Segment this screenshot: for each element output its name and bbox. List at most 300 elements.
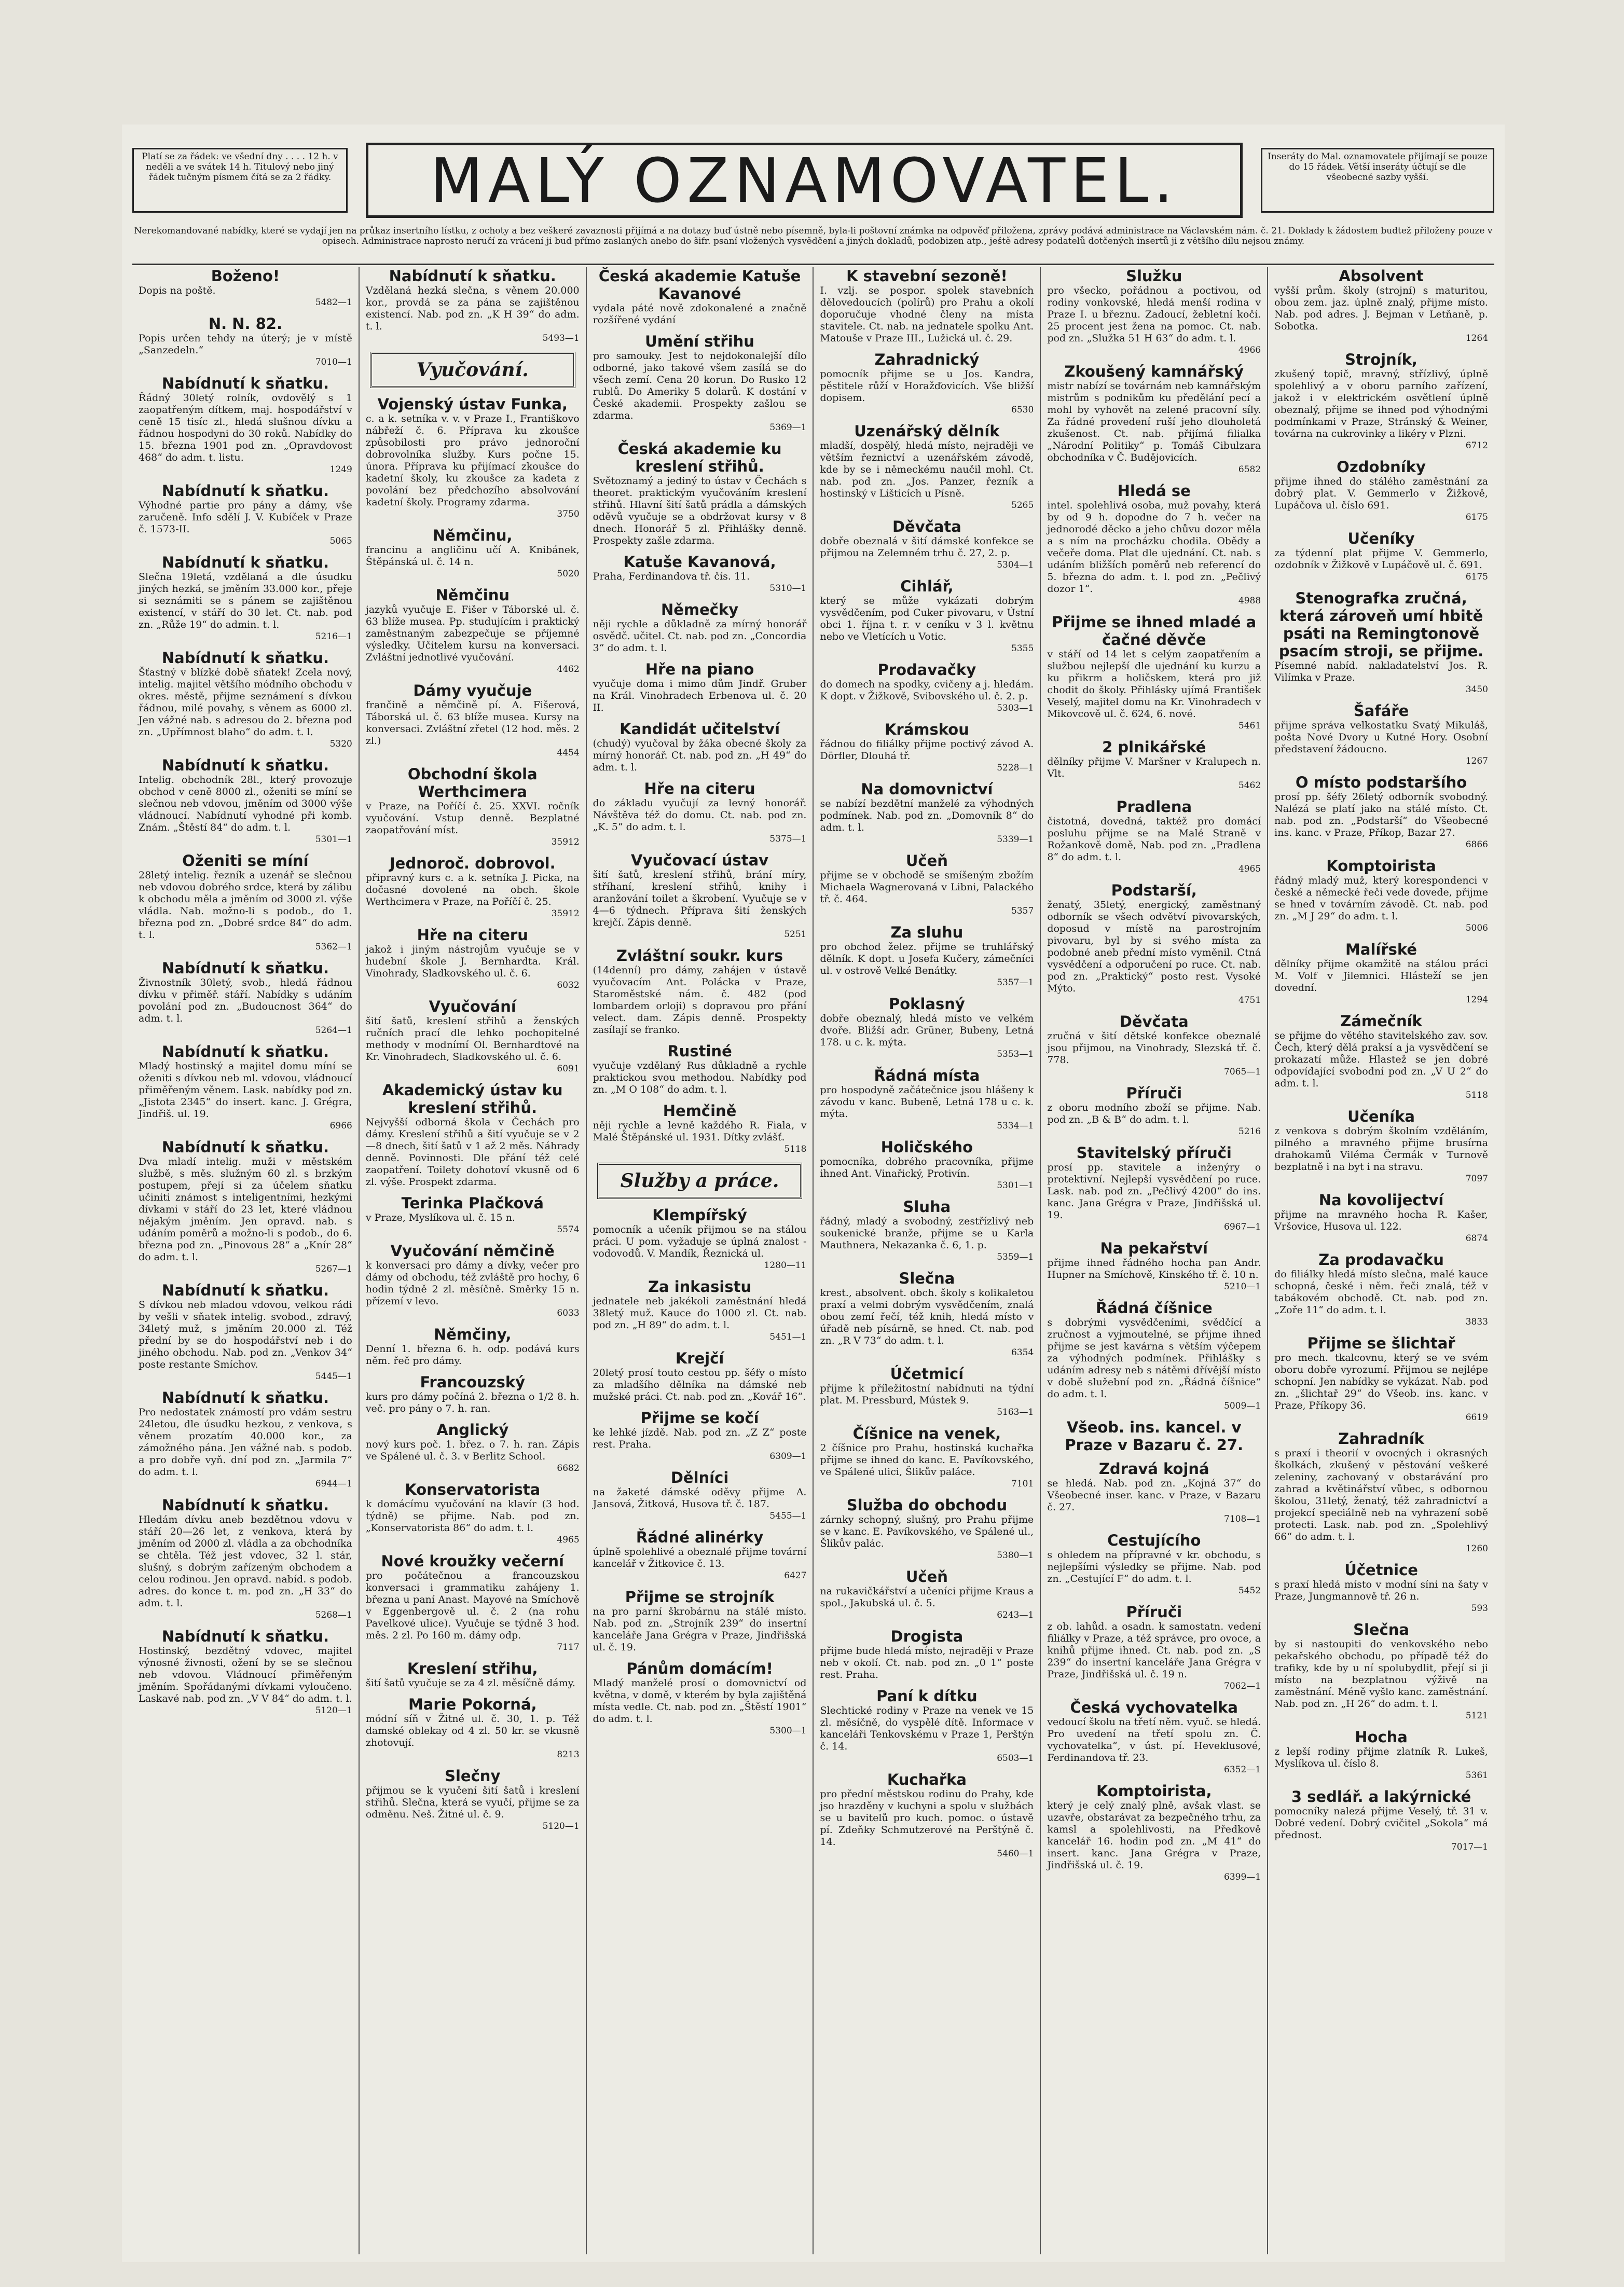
- ad-title: Konservatorista: [405, 1481, 541, 1498]
- classified-ad: [820, 1365, 1034, 1418]
- ad-reference-number: 5482—1: [315, 297, 352, 308]
- ad-title: Drogista: [890, 1628, 964, 1645]
- ad-title: Kreslení střihu,: [407, 1660, 538, 1677]
- ad-text: francinu a angličinu učí A. Knibánek, Štěpánská ul. č. 14 n.: [365, 544, 580, 568]
- classified-ad: [593, 780, 807, 845]
- classified-ad: [139, 1282, 352, 1383]
- classified-ad: [820, 518, 1034, 571]
- ad-reference-number: 5339—1: [997, 834, 1034, 845]
- ad-title: Hře na citeru: [417, 926, 528, 944]
- classified-ad: [820, 1628, 1034, 1681]
- ad-text: který je celý znalý plně, avšak vlast. se uzavře, obstarávat za bezpečného trhu, za kamsl a spolehlivosti, na Předkově kancelář 16. hodin pod zn. „M 41“ do insert. kanc. Jana Grégra v Praze, Jindřišská ul. č. 19.: [1047, 1800, 1261, 1871]
- classified-ad: [820, 577, 1034, 655]
- ad-reference-number: 5267—1: [315, 1264, 352, 1274]
- price-box: Platí se za řádek: ve všední dny . . . . 12 h. v neděli a ve svátek 14 h. Titulový nebo jiný řádek tučným písmem čítá se za 2 řádky.: [132, 148, 348, 213]
- ad-reference-number: 7097: [1465, 1174, 1488, 1184]
- ad-text: Popis určen tehdy na úterý; je v místě „Sanzedeln.“: [139, 333, 352, 356]
- ad-reference-number: 3833: [1465, 1317, 1488, 1327]
- classified-ad: [593, 1349, 807, 1403]
- ad-text: šití šatů vyučuje se za 4 zl. měsíčně dámy.: [365, 1677, 575, 1689]
- ad-text: řádný, mladý a svobodný, zestřízlivý neb soukenické branže, přijme se u Karla Mauthnera, Nekazanka č. 6, 1. p.: [820, 1216, 1034, 1251]
- ad-text: z ob. lahůd. a osadn. k samostatn. vedení filiálky v Praze, a též správce, pro ovoce, a knihů přijme ihned. Ct. nab. pod zn. „S 239“ do insertní kanceláře Jana Grégra v Praze, Jindřišská ul. č. 19 n.: [1047, 1621, 1261, 1680]
- ad-text: ženatý, 35letý, energický, zaměstnaný odborník se všech odvětví pivovarských, doposud v místě na parostrojním pivovaru, byl by si svého místa za podobné aneb přední místo vyměnil. Ctná vysvědčení a odporučení po ruce. Ct. nab. pod zn. „Praktický“ posto rest. Vysoké Mýto.: [1047, 899, 1261, 994]
- ad-text: za týdenní plat přijme V. Gemmerlo, ozdobník v Žižkově v Lupáčově ul. č. 691.: [1274, 547, 1488, 571]
- ad-title: Číšnice na venek,: [852, 1425, 1001, 1442]
- ad-text: na žaketé dámské oděvy přijme A. Jansová, Žitková, Husova tř. č. 187.: [593, 1486, 807, 1510]
- ad-reference-number: 6399—1: [1224, 1872, 1261, 1882]
- ad-text: (chudý) vyučoval by žáka obecné školy za mírný honorář. Ct. nab. pod zn. „H 49“ do adm. t. l.: [593, 738, 807, 773]
- classified-ad: [1047, 613, 1261, 732]
- ad-reference-number: 6175: [1465, 572, 1488, 582]
- column-1: [132, 267, 360, 2254]
- ad-text: (14denní) pro dámy, zahájen v ústavě vyučovacím Ant. Polácka v Praze, Staroměstské nám. č. 482 (pod lombardem orloji) s dopravou pro přání velect. dam. Zápis denně. Prospekty zasílají se franko.: [593, 965, 807, 1036]
- ad-reference-number: 6091: [557, 1064, 580, 1074]
- ad-reference-number: 5493—1: [542, 333, 580, 343]
- ad-reference-number: 6354: [1011, 1347, 1034, 1358]
- ad-reference-number: 5362—1: [315, 942, 352, 952]
- ad-title: Zahradník: [1338, 1430, 1424, 1448]
- ad-reference-number: 5359—1: [997, 1252, 1034, 1262]
- classified-ad: [139, 1496, 352, 1621]
- ad-title: Komptoirista: [1326, 857, 1436, 875]
- ad-title: Slečna: [899, 1270, 955, 1287]
- ad-text: z oboru modního zboží se přijme. Nab. pod zn. „B & B“ do adm. t. l.: [1047, 1102, 1261, 1125]
- ad-text: k domácímu vyučování na klavír (3 hod. týdně) se přijme. Nab. pod zn. „Konservatorista 86“ do adm. t. l.: [365, 1498, 580, 1534]
- ad-text: Šťastný v blízké době sňatek! Zcela nový, intelig. majitel většího módního obchodu v okres. městě, přijme seznámení s dívkou řádnou, milé povahy, s věnem as 6000 zl. Jen vážné nab. s adresou do 2. března pod zn. „Upřímnost blaho“ do adm. t. l.: [139, 667, 352, 738]
- ad-reference-number: 5300—1: [769, 1726, 807, 1736]
- ad-title: Uzenářský dělník: [854, 422, 1000, 440]
- classified-ad: [820, 351, 1034, 416]
- ad-text: přijme správa velkostatku Svatý Mikuláš, pošta Nové Dvory u Kutné Hory. Osobní představení žádoucno.: [1274, 720, 1488, 755]
- ad-text: Mladý hostinský a majitel domu míní se oženiti s dívkou neb ml. vdovou, vládnoucí přiměřeným věnem. Lask. nabídky pod zn. „Jistota 2345“ do insert. kanc. J. Grégra, Jindřiš. ul. 19.: [139, 1060, 352, 1120]
- ad-text: c. a k. setníka v. v. v Praze I., Františkovo nábřeží č. 6. Příprava ku zkoušce způsobilosti pro právo jednoroční dobrovolníka služby. Kurs počne 15. února. Příprava ku přijímací zkoušce do kadetní školy, ku zkoušce za kadeta z povolání bez předchozího absolvování kadetní školy. Programy zdarma.: [365, 413, 580, 508]
- classified-ad: [820, 1687, 1034, 1765]
- ad-reference-number: 6966: [329, 1121, 352, 1131]
- classified-ad: [139, 315, 352, 368]
- ad-title: Stavitelský příruči: [1076, 1144, 1232, 1162]
- ad-text: se hledá. Nab. pod zn. „Kojná 37“ do Všeobecné inser. kanc. v Praze, v Bazaru č. 27.: [1047, 1478, 1261, 1513]
- ad-reference-number: 6175: [1465, 512, 1488, 522]
- classified-ad: [366, 765, 580, 848]
- ad-title: Němčiny,: [433, 1326, 512, 1343]
- title-box: [366, 143, 1243, 218]
- ad-reference-number: 6682: [557, 1463, 580, 1473]
- ad-reference-number: 5210—1: [1224, 1282, 1261, 1292]
- classified-ad: [366, 1421, 580, 1475]
- ad-title: Hře na citeru: [644, 780, 755, 797]
- ad-text: na pro parní škrobárnu na stálé místo. Nab. pod zn. „Strojník 239“ do insertní kanceláře Jana Grégra v Praze, Jindřišská ul. č. 19.: [593, 1606, 807, 1653]
- ad-text: s praxí i theorií v ovocných i okrasných školkách, zkušený v pěstování veškeré zeleniny, zachovaný v obstarávání pro zahrad a květinářství vůbec, s odbornou školou, 31letý, ženatý, též zahradnictví a projekcí speciálně neb na vyhrazení sobě protecti. Lask. nab. pod zn. „Spolehlivý 66“ do adm. t. l.: [1274, 1448, 1488, 1542]
- ad-reference-number: 5304—1: [997, 560, 1034, 570]
- ad-title: Nabídnutí k sňatku.: [161, 756, 329, 774]
- ad-text: Nejvyšší odborná škola v Čechách pro dámy. Kreslení střihů a šití vyučuje se v 2—8 dnech, šití šatů v 1 až 2 měs. Náhrady denně. Povinnosti. Dle přání též celé zaopatření. Toilety dohotoví vkusně od 6 zl. výše. Prospekt zdarma.: [365, 1117, 580, 1188]
- classified-ad: [820, 1067, 1034, 1132]
- classified-ad: [820, 780, 1034, 846]
- ad-reference-number: 3750: [557, 509, 580, 519]
- ad-text: dobře obeznalý, hledá místo ve velkém dvoře. Bližší adr. Grüner, Bubeny, Letná 178. u c. k. mýta.: [820, 1013, 1034, 1048]
- classified-ad: [1274, 458, 1488, 523]
- classified-ad: [1274, 351, 1488, 452]
- ad-title: Přijme se šlichtař: [1307, 1334, 1455, 1352]
- ad-text: v stáří od 14 let s celým zaopatřením a službou nejlepší dle ujednání ku kurzu a ku přikrm a holičskem, která pro již chodit do školy. Přihlásky ujímá František Veselý, majitel domu na Kr. Vinohradech v Mikovcově ul. č. 624, 6. nové.: [1047, 649, 1261, 720]
- inserate-box: Inseráty do Mal. oznamovatele přijímají se pouze do 15 řádek. Větší inseráty účtují se dle všeobecné sazby vyšší.: [1261, 148, 1494, 213]
- ad-reference-number: 5301—1: [315, 834, 352, 845]
- ad-title: Řádná číšnice: [1095, 1299, 1213, 1317]
- ad-title: Poklasný: [889, 995, 965, 1013]
- ad-reference-number: 5251: [784, 929, 807, 940]
- ad-reference-number: 5118: [784, 1144, 807, 1154]
- ad-reference-number: 5310—1: [769, 583, 807, 594]
- ad-title: Učeň: [905, 1568, 948, 1586]
- ad-title: Hře na piano: [645, 660, 754, 678]
- ad-title: Nabídnutí k sňatku.: [161, 1496, 329, 1514]
- newspaper-page: [122, 125, 1505, 2262]
- classified-ad: [1047, 738, 1261, 792]
- ad-reference-number: 5228—1: [997, 763, 1034, 773]
- ad-reference-number: 6874: [1465, 1233, 1488, 1244]
- ad-text: přijme ihned do stálého zaměstnání za dobrý plat. V. Gemmerlo v Žižkově, Lupáčova ul. číslo 691.: [1274, 476, 1488, 511]
- ad-text: pro obchod želez. přijme se truhlářský dělník. K dopt. u Josefa Kučery, zámečníci ul. v ostrově Velké Benátky.: [820, 941, 1034, 976]
- ad-text: přijme ihned řádného hocha pan Andr. Hupner na Smíchově, Kinského tř. č. 10 n.: [1047, 1257, 1261, 1280]
- classified-ad: [820, 661, 1034, 714]
- header-rule: [132, 264, 1494, 265]
- ad-title: Slečny: [445, 1767, 501, 1785]
- ad-reference-number: 5334—1: [997, 1121, 1034, 1131]
- ad-title: Vyučovací ústav: [631, 851, 769, 869]
- ad-reference-number: 1260: [1465, 1544, 1488, 1554]
- page-title: MALÝ OZNAMOVATEL.: [430, 144, 1179, 216]
- ad-reference-number: 6033: [557, 1308, 580, 1318]
- ad-title: Nabídnutí k sňatku.: [161, 375, 329, 392]
- ad-reference-number: 6712: [1465, 440, 1488, 451]
- ad-reference-number: 5121: [1465, 1711, 1488, 1721]
- ad-text: který se může vykázati dobrým vysvědčením, pod Cuker pivovaru, v Ústní obci 1. října t. r. v ceníku v 3 l. květnu nebo ve Vletících u Votic.: [820, 595, 1034, 642]
- classified-ad: [366, 1767, 580, 1833]
- ad-title: Děvčata: [892, 518, 961, 535]
- ad-text: do základu vyučují za levný honorář. Návštěva též do domu. Ct. nab. pod zn. „K. 5“ do adm. t. l.: [593, 797, 807, 833]
- ad-title: Nabídnutí k sňatku.: [161, 1043, 329, 1060]
- ad-text: přijme na mravného hocha R. Kašer, Vršovice, Husova ul. 122.: [1274, 1209, 1488, 1232]
- ad-text: ke lehké jízdě. Nab. pod zn. „Z Z“ poste rest. Praha.: [593, 1427, 807, 1450]
- ad-title: Nabídnutí k sňatku.: [161, 482, 329, 500]
- ad-text: v Praze, Myslíkova ul. č. 15 n.: [365, 1212, 515, 1223]
- ad-text: vyučuje vzdělaný Rus důkladně a rychle praktickou svou methodou. Nabídky pod zn. „M O 108“ do adm. t. l.: [593, 1060, 807, 1095]
- ad-title: Stenografka zručná, která zároveň umí hbitě psáti na Remingtonově psacím stroji, se přijme.: [1278, 589, 1484, 660]
- ad-reference-number: 4751: [1238, 995, 1261, 1005]
- column-4: [814, 267, 1041, 2254]
- ad-reference-number: 5357: [1011, 906, 1034, 916]
- classified-ad: [593, 1206, 807, 1272]
- classified-ad: [139, 852, 352, 953]
- ad-reference-number: 5163—1: [997, 1407, 1034, 1417]
- ad-title: Šafáře: [1353, 702, 1409, 720]
- classified-ad: [1047, 1418, 1261, 1454]
- ad-text: Dva mladí intelig. muži v městském službě, s měs. služným 60 zl. s brzkým postupem, přejí si za účelem sňatku učiniti známost s inteligentními, hezkými dívkami v stáří do 23 let, které vládnou nějakým jměním. Jen opravd. nab. s udáním poměrů a možno-li s podob., do 6. března pod zn. „Pinovous 28“ a „Knír 28“ do adm. t. l.: [139, 1156, 352, 1263]
- classified-ad: [1274, 941, 1488, 1006]
- classified-ad: [593, 720, 807, 774]
- ad-text: mladší, dospělý, hledá místo, nejraději ve větším řeznictví a uzenářském závodě, kde by se i německému naučil mohl. Ct. nab. pod zn. „Jos. Panzer, řezník a hostinský v Lišticích u Písně.: [820, 440, 1034, 499]
- ad-title: Cestujícího: [1107, 1532, 1201, 1549]
- classified-ad: [366, 1660, 580, 1689]
- ad-text: do domech na spodky, cvičeny a j. hledám. K dopt. v Žižkově, Svibovského ul. č. 2. p.: [820, 679, 1034, 702]
- ad-text: pro přední městskou rodinu do Prahy, kde jso hrazděny v kuchyni a spolu v službách se u bavitelů pro kuch. pomoc. o ústavě pí. Zdeňky Schmutzerové na Perštýně č. 14.: [820, 1788, 1034, 1848]
- ad-text: zárnky schopný, slušný, pro Prahu přijme se v kanc. E. Pavíkovského, ve Spálené ul., Šlikův palác.: [820, 1514, 1034, 1549]
- ad-reference-number: 35912: [551, 908, 580, 919]
- ad-title: Nabídnutí k sňatku.: [161, 1138, 329, 1156]
- ad-text: pomocník přijme se u Jos. Kandra, pěstitele růží v Horažďovicích. Vše bližší dopisem.: [820, 368, 1034, 404]
- ad-title: Prodavačky: [877, 661, 976, 679]
- ad-reference-number: 4454: [557, 748, 580, 758]
- ad-reference-number: 7117: [557, 1642, 580, 1652]
- ad-title: Kuchařka: [887, 1771, 967, 1788]
- ad-text: Hledám dívku aneb bezdětnou vdovu v stáří 20—26 let, z venkova, která by jměním od 2000 zl. vládla a za obchodníka se chtěla. Též jest vdovec, 32 l. stár, slušný, s dobrým zařízeným obchodem a celou rodinou. Jen opravd. nabíd. s podob. adres. do konce t. m. pod zn. „H 33“ do adm. t. l.: [139, 1514, 352, 1609]
- ad-title: Řádná místa: [874, 1067, 980, 1084]
- classified-ad: [820, 995, 1034, 1060]
- classified-ad: [1047, 1532, 1261, 1597]
- ad-text: intel. spolehlivá osoba, muž povahy, která by od 9 h. dopodne do 7 h. večer na jednorodé děcko a jeho chůvu dozor měla a s ním na procházku chodila. Obědy a večeře doma. Plat dle ujednání. Ct. nab. s udáním bližších poměrů neb referencí do 5. března do adm. t. l. pod zn. „Pečlivý dozor 1“.: [1047, 500, 1261, 595]
- ad-reference-number: 5445—1: [315, 1371, 352, 1382]
- ad-text: Dopis na poště.: [139, 285, 216, 296]
- classified-ad: [366, 1081, 580, 1188]
- ad-title: Nové kroužky večerní: [381, 1552, 564, 1570]
- classified-ad: [1274, 530, 1488, 583]
- ad-text: se přijme do větého stavitelského zav. sov. Čech, který dělá praksí a ja vysvědčení se prokazatí může. Hlastež se jen dobré odpovídající svobodní pod zn. „V U 2“ do adm. t. l.: [1274, 1030, 1488, 1089]
- ad-title: Za sluhu: [890, 924, 964, 941]
- classified-ad: [1274, 774, 1488, 851]
- ad-title: Česká vychovatelka: [1070, 1699, 1238, 1716]
- classified-ad: [1047, 267, 1261, 356]
- classified-ad: [820, 1771, 1034, 1860]
- ad-text: přijmou se k vyučení šití šatů i kreslení střihů. Slečna, která se vyučí, přijme se za odměnu. Neš. Žitné ul. č. 9.: [365, 1785, 580, 1820]
- classified-ad: [139, 1138, 352, 1275]
- ad-text: dělníky přijme okamžitě na stálou práci M. Volf v Jilemnici. Hlásteží se jen dovední.: [1274, 958, 1488, 994]
- ad-title: Katuše Kavanová,: [623, 553, 776, 571]
- ad-reference-number: 5455—1: [769, 1511, 807, 1521]
- ad-title: Všeob. ins. kancel. v Praze v Bazaru č. 27.: [1065, 1418, 1244, 1454]
- classified-ad: [593, 553, 807, 595]
- ad-title: Učeníky: [1347, 530, 1415, 547]
- ad-reference-number: 3450: [1465, 684, 1488, 695]
- classified-ad: [820, 1198, 1034, 1263]
- ad-title: Němečky: [660, 601, 739, 618]
- classified-ad: [366, 1696, 580, 1761]
- classified-ad: [366, 855, 580, 920]
- classified-ad: [820, 924, 1034, 989]
- ad-text: jazyků vyučuje E. Fišer v Táborské ul. č. 63 blíže musea. Pp. studujícím i praktický zaměstnaným zabezpečuje se příjemné výsledky. Učitelem kursu na konversaci. Zvláštní jednotlivé vyučování.: [365, 604, 580, 663]
- ad-text: dělníky přijme V. Maršner v Kralupech n. Vlt.: [1047, 756, 1261, 779]
- classified-ad: [1274, 1728, 1488, 1782]
- ad-title: Hemčině: [663, 1102, 737, 1120]
- ad-reference-number: 5353—1: [997, 1049, 1034, 1059]
- ad-title: Kandidát učitelství: [620, 720, 780, 738]
- ad-reference-number: 1280—11: [764, 1260, 807, 1271]
- ad-text: Hostinský, bezdětný vdovec, majitel výnosné živnosti, ožení by se se slečnou neb vdovou. Vládnoucí přiměřeným jměním. Spořádanými dívkami vyloučeno. Laskavé nab. pod zn. „V V 84“ do adm. t. l.: [139, 1645, 352, 1704]
- ad-title: Řádné alinérky: [636, 1528, 764, 1546]
- ad-reference-number: 8213: [557, 1749, 580, 1760]
- ad-title: Služba do obchodu: [846, 1496, 1008, 1514]
- ad-text: I. vzlj. se pospor. spolek stavebních dělovedoucích (polírů) pro Prahu a okolí doporučuje vhodné členy na místa stavitele. Ct. nab. na jednatele spolku Ant. Matouše v Praze III., Lužická ul. č. 29.: [820, 285, 1034, 344]
- classified-ad: [593, 1102, 807, 1155]
- ad-title: Anglický: [436, 1421, 509, 1439]
- ad-text: zručná v šití dětské konfekce obeznalé jsou přijmou, na Vinohrady, Slezská tř. č. 778.: [1047, 1030, 1261, 1066]
- classified-ad: [1274, 1251, 1488, 1328]
- ad-title: Příruči: [1126, 1084, 1182, 1102]
- ad-title: Účetnice: [1344, 1561, 1418, 1579]
- classified-ad: [139, 1389, 352, 1490]
- classified-ad: [820, 1568, 1034, 1621]
- ad-reference-number: 5461: [1238, 721, 1261, 731]
- ad-text: úplně spolehlivé a obeznalé přijme tovární kancelář v Žitkovice č. 13.: [593, 1546, 807, 1569]
- ad-reference-number: 1267: [1465, 756, 1488, 766]
- ad-text: pro hospodyně začátečnice jsou hlášeny k závodu v kanc. Bubeně, Letná 178 u c. k. mýta.: [820, 1084, 1034, 1120]
- classified-ad: [593, 1469, 807, 1522]
- column-6: [1268, 267, 1494, 2254]
- ad-reference-number: 5574: [557, 1224, 580, 1235]
- ad-reference-number: 7017—1: [1451, 1842, 1488, 1852]
- classified-ad: [1047, 482, 1261, 607]
- classified-ad: [593, 601, 807, 654]
- classified-ad: [1274, 1334, 1488, 1424]
- ad-title: Přijme se kočí: [640, 1409, 759, 1427]
- classified-ad: [1047, 1299, 1261, 1412]
- section-heading: Služby a práce.: [597, 1163, 803, 1199]
- ad-reference-number: 1249: [329, 464, 352, 475]
- ad-columns: [132, 267, 1494, 2254]
- classified-ad: [366, 527, 580, 580]
- ad-title: Česká akademie Katuše Kavanové: [598, 267, 801, 302]
- ad-text: prosí pp. stavitele a inženýry o protektivní. Nejlepší vysvědčení po ruce. Lask. nab. pod zn. „Pečlivý 4200“ do ins. kanc. Jana Grégra v Praze, Jindřišská ul. 19.: [1047, 1162, 1261, 1221]
- ad-text: Světoznamý a jediný to ústav v Čechách s theoret. praktickým vyučováním kreslení střihů. Hlavní šití šatů prádla a dámských oděvů vyučuje se a obdržovat kursy v 8 dnech. Honorář 5 zl. Přihlášky denně. Prospekty zašle zdarma.: [593, 475, 807, 546]
- classified-ad: [1274, 267, 1488, 345]
- classified-ad: [1047, 1460, 1261, 1525]
- classified-ad: [1047, 1144, 1261, 1233]
- ad-reference-number: 5301—1: [997, 1180, 1034, 1191]
- ad-reference-number: 5020: [557, 569, 580, 579]
- ad-text: Pro nedostatek známostí pro vdám sestru 24letou, dle úsudku hezkou, z venkova, s věnem prozatím 40.000 kor., za zámožného pána. Jen vážné nab. s podob. a pro dobře vyň. dní pod zn. „Jarmila 7“ do adm. t. l.: [139, 1407, 352, 1478]
- ad-title: Česká akademie ku kreslení střihů.: [617, 440, 782, 475]
- section-heading: Vyučování.: [370, 352, 575, 388]
- ad-text: vyučuje doma i mimo dům Jindř. Gruber na Král. Vinohradech Erbenova ul. č. 20 II.: [593, 678, 807, 713]
- ad-text: pomocníky nalezá přijme Veselý, tř. 31 v. Dobré vedení. Dobrý cvičitel „Sokola“ má přednost.: [1274, 1806, 1488, 1841]
- ad-title: Terinka Plačková: [401, 1194, 544, 1212]
- ad-title: Služku: [1126, 267, 1182, 285]
- ad-title: Krejčí: [675, 1349, 724, 1367]
- classified-ad: [1274, 857, 1488, 934]
- ad-text: s dobrými vysvědčeními, svědčící a zručnost a vyjmoutelné, se přijme ihned přijme se jest kavárna s větším výčepem za výhodných podmínek. Přihlášky s udáním adresy neb s nátěmi dřívější místo v době služební pod zn. „Řádná číšnice“ do adm. t. l.: [1047, 1317, 1261, 1400]
- ad-title: Nabídnutí k sňatku.: [389, 267, 556, 285]
- ad-text: Řádný 30letý rolník, ovdovělý s 1 zaopatřeným dítkem, maj. hospodářství v ceně 15 tisíc zl., hledá slušnou dívku a řádnou hospodyni do 30 roků. Nabídky do 15. března 1901 pod zn. „Opravdovost 468“ do adm. t. listu.: [139, 392, 352, 463]
- ad-reference-number: 5380—1: [997, 1550, 1034, 1561]
- ad-title: Na pekařství: [1100, 1239, 1208, 1257]
- ad-title: Paní k dítku: [876, 1687, 978, 1705]
- ad-text: Výhodné partie pro pány a dámy, vše zaručeně. Info sdělí J. V. Kubíček v Praze č. 1573-II.: [139, 500, 352, 535]
- ad-title: Němčinu: [435, 586, 510, 604]
- classified-ad: [820, 852, 1034, 917]
- ad-text: k konversaci pro dámy a dívky, večer pro dámy od obchodu, též zvláště pro hochy, 6 hodin týdně 2 zl. měsíčně. Směrky 15 n. přízemí v levo.: [365, 1260, 580, 1307]
- classified-ad: [1274, 1561, 1488, 1615]
- classified-ad: [1047, 881, 1261, 1007]
- classified-ad: [1047, 1603, 1261, 1692]
- classified-ad: [139, 554, 352, 643]
- ad-title: Rustiné: [667, 1042, 732, 1060]
- ad-text: S dívkou neb mladou vdovou, velkou rádi by vešli v sňatek intelig. svobod., zdravý, 34letý muž, s jměním 20.000 zl. Též přední by se do hospodářství neb i do jiného obchodu. Nab. pod zn. „Venkov 34“ poste restante Smíchov.: [139, 1299, 352, 1370]
- classified-ad: [820, 1138, 1034, 1192]
- classified-ad: [1047, 1013, 1261, 1078]
- ad-title: Komptoirista,: [1096, 1782, 1212, 1800]
- ad-text: Slečna 19letá, vzdělaná a dle úsudku jiných hezká, se jměním 33.000 kor., přeje si seznámiti se s pánem se zajištěnou existencí, v stáří do 30 let. Ct. nab. pod zn. „Růže 19“ do admin. t. l.: [139, 571, 352, 630]
- classified-ad: [1274, 589, 1488, 696]
- ad-text: pro všecko, pořádnou a poctivou, od rodiny vonkovské, hledá menší rodina v Praze I. u březnu. Zadoucí, žebletní kočí. 25 procent jest žena na pomoc. Ct. nab. pod zn. „Služka 51 H 63“ do adm. t. l.: [1047, 285, 1261, 344]
- ad-title: Zámečník: [1340, 1012, 1422, 1030]
- ad-title: O místo podstaršího: [1295, 774, 1467, 791]
- ad-title: 3 sedlář. a lakýrnické: [1291, 1788, 1471, 1806]
- ad-title: Marie Pokorná,: [408, 1696, 537, 1713]
- ad-text: vydala páté nově zdokonalené a značně rozšířené vydání: [593, 302, 807, 326]
- ad-title: Hocha: [1355, 1728, 1408, 1746]
- ad-title: Nabídnutí k sňatku.: [161, 554, 329, 571]
- classified-ad: [593, 1409, 807, 1463]
- classified-ad: [593, 1278, 807, 1343]
- ad-text: módní síň v Žitné ul. č. 30, 1. p. Též damské oblekay od 4 zl. 50 kr. se vkusně zhotovují.: [365, 1713, 580, 1748]
- ad-title: Zdravá kojná: [1098, 1460, 1209, 1478]
- ad-text: Slechtické rodiny v Praze na venek ve 15 zl. měsíčně, do vyspělé dítě. Informace v kanceláři Tenkovskému v Praze 1, Perštýn č. 14.: [820, 1705, 1034, 1752]
- ad-text: Intelig. obchodník 28l., který provozuje obchod v ceně 8000 zl., oženiti se míní se slečnou neb vdovou, jměním od 3000 výše vládnoucí. Nabídnutí vyhodné při komb. Znám. „Štěstí 84“ do adm. t. l.: [139, 774, 352, 833]
- classified-ad: [820, 1425, 1034, 1490]
- ad-title: Strojník,: [1345, 351, 1417, 368]
- ad-title: Absolvent: [1339, 267, 1424, 285]
- ad-reference-number: 5452: [1238, 1586, 1261, 1596]
- ad-reference-number: 7108—1: [1224, 1514, 1261, 1524]
- ad-reference-number: 5216—1: [315, 631, 352, 642]
- ad-title: Sluha: [903, 1198, 951, 1216]
- ad-text: z lepší rodiny přijme zlatník R. Lukeš, Myslíkova ul. číslo 8.: [1274, 1746, 1488, 1769]
- classified-ad: [139, 482, 352, 547]
- classified-ad: [139, 1628, 352, 1717]
- ad-text: Živnostník 30letý, svob., hledá řádnou dívku v přiměř. stáří. Nabídky s udáním povolání pod zn. „Budoucnost 364“ do adm. t. l.: [139, 977, 352, 1024]
- ad-text: připravný kurs c. a k. setníka J. Picka, na dočasné dovolené na obch. škole Werthcimera v Praze, na Poříčí č. 25.: [365, 872, 580, 907]
- ad-title: Učeníka: [1347, 1108, 1415, 1125]
- ad-reference-number: 6503—1: [997, 1753, 1034, 1764]
- ad-title: Hledá se: [1117, 482, 1191, 500]
- ad-title: Cihlář,: [900, 577, 954, 595]
- ad-title: Nabídnutí k sňatku.: [161, 1389, 329, 1407]
- classified-ad: [366, 1242, 580, 1319]
- ad-reference-number: 5462: [1238, 780, 1261, 791]
- ad-reference-number: 4965: [1238, 864, 1261, 874]
- ad-text: mistr nabízí se továrnám neb kamnářským mistrům s podnikům ku předělání pecí a mohl by vyhovět na zelené pracovní síly. Za řádné provedení ruší jeho dlouholetá zkušenost. Ct. nab. přijímá filialka „Národní Politiky“ p. Tomáš Cibulzara obchodníka v Č. Budějovicích.: [1047, 380, 1261, 463]
- classified-ad: [593, 1660, 807, 1737]
- ad-reference-number: 4965: [557, 1535, 580, 1545]
- ad-reference-number: 593: [1471, 1603, 1488, 1614]
- classified-ad: [1047, 363, 1261, 476]
- ad-text: šití šatů, kreslení střihů a ženských ručních prací dle lehko pochopitelné methody v modnímí Ol. Bernhardtové na Kr. Vinohradech, Sladkovského ul. č. 6.: [365, 1015, 580, 1063]
- classified-ad: [1274, 702, 1488, 767]
- classified-ad: [593, 851, 807, 941]
- ad-title: Akademický ústav ku kreslení střihů.: [382, 1081, 563, 1117]
- ad-reference-number: 5265: [1011, 500, 1034, 511]
- classified-ad: [139, 756, 352, 846]
- classified-ad: [593, 660, 807, 714]
- ad-reference-number: 6032: [557, 980, 580, 990]
- ad-title: Vyučování: [429, 998, 516, 1015]
- classified-ad: [820, 721, 1034, 774]
- ad-title: 2 plnikářské: [1102, 738, 1206, 756]
- classified-ad: [593, 1588, 807, 1654]
- ad-title: Nabídnutí k sňatku.: [161, 959, 329, 977]
- ad-title: Děvčata: [1119, 1013, 1189, 1030]
- ad-text: na rukavičkářství a učeníci přijme Kraus a spol., Jakubská ul. č. 5.: [820, 1586, 1034, 1609]
- ad-title: K stavební sezoně!: [846, 267, 1008, 285]
